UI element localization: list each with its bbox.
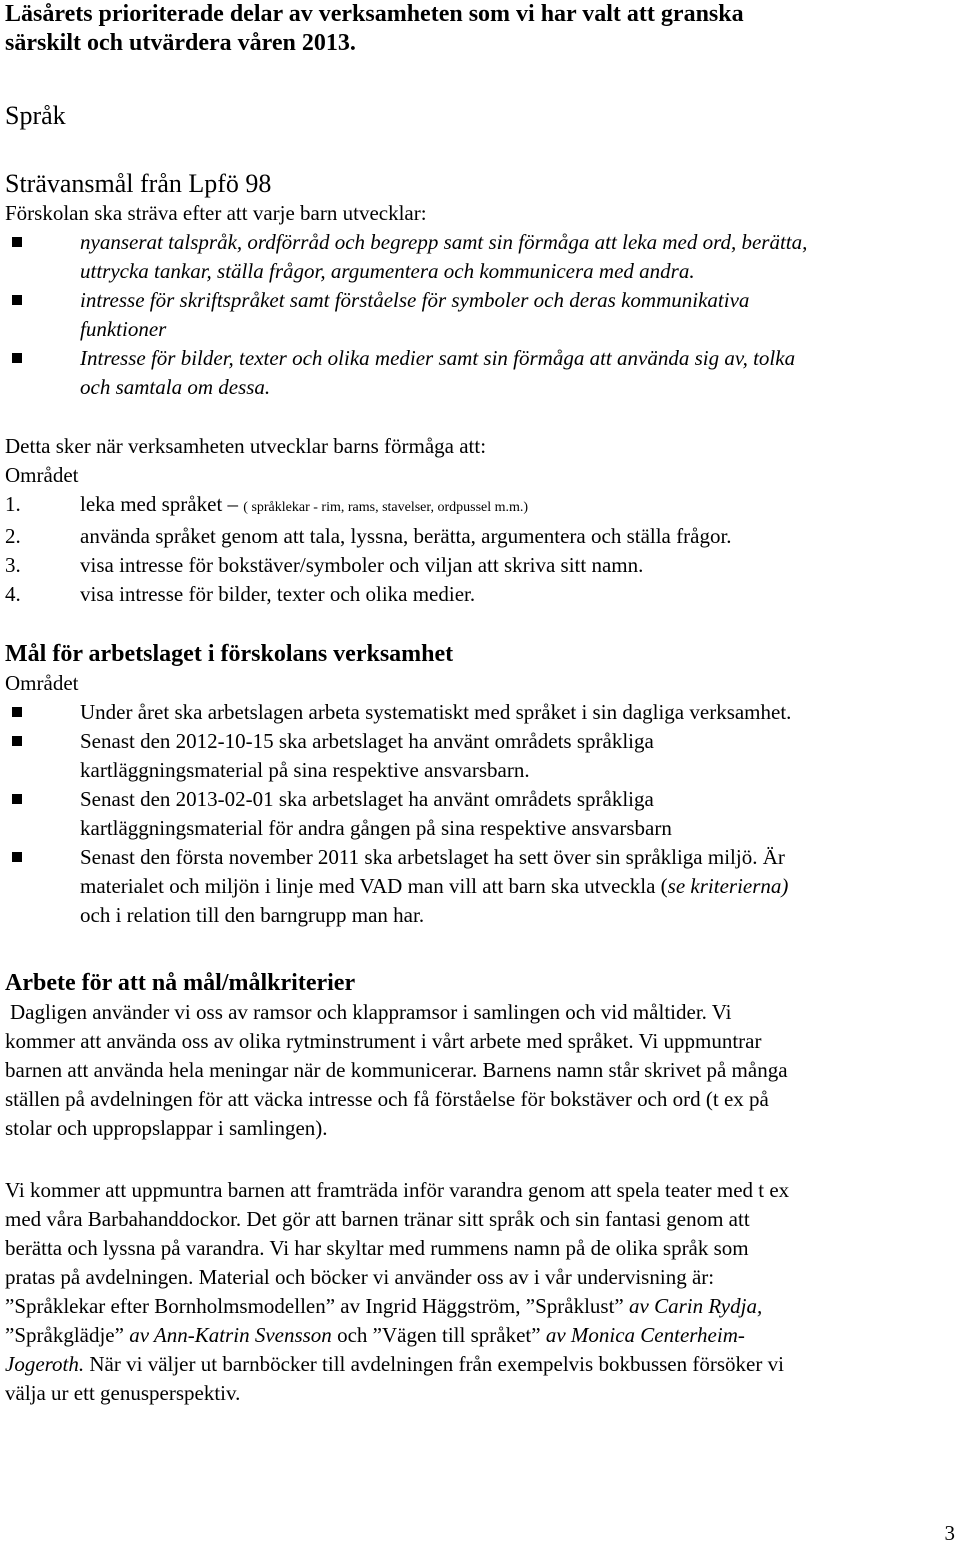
arbete-paragraph-2: Vi kommer att uppmuntra barnen att framträda inför varandra genom att spela teater med t ex med våra Barbahanddockor. Det gör att barnen tränar sitt språk och sin fantasi genom att berätta och lyssna på varandra. Vi har skyltar med rummens namn på de olika språk som pratas på avdelningen. Material och böcker vi använder oss av i vår undervisning är: ”Språklekar efter Bornholmsmodellen” av Ingrid Häggström, ”Språklust” av Carin Rydja, ”Språkglädje” av Ann-Katrin Svensson och ”Vägen till språket” av Monica Centerheim- Jogeroth. När vi väljer ut barnböcker till avdelningen från exempelvis bokbussen försöker vi välja ur ett genusperspektiv. bbox=[5, 1178, 790, 1405]
stravansmal-list bbox=[5, 228, 955, 402]
page-number: 3 bbox=[944, 1521, 955, 1545]
detta-intro: Detta sker när verksamheten utvecklar barns förmåga att: bbox=[5, 434, 487, 458]
heading-line-2: särskilt och utvärdera våren 2013. bbox=[5, 30, 356, 56]
square-bullet-icon bbox=[12, 707, 22, 717]
detta-section bbox=[5, 432, 955, 609]
square-bullet-icon bbox=[12, 794, 22, 804]
mal-list bbox=[5, 698, 955, 930]
stravansmal-title: Strävansmål från Lpfö 98 bbox=[5, 169, 272, 198]
list-item: nyanserat talspråk, ordförråd och begrepp samt sin förmåga att leka med ord, berätta, uttrycka tankar, ställa frågor, argumentera och kommunicera med andra. bbox=[5, 228, 955, 286]
area-label: Området bbox=[5, 671, 79, 695]
list-item: Senast den första november 2011 ska arbetslaget ha sett över sin språkliga miljö. Är materialet och miljön i linje med VAD man vill att barn ska utveckla (se kriterierna) och i relation till den barngrupp man har. bbox=[5, 843, 955, 930]
square-bullet-icon bbox=[12, 736, 22, 746]
list-item: 3. visa intresse för bokstäver/symboler och viljan att skriva sitt namn. bbox=[5, 553, 644, 577]
list-item: Senast den 2012-10-15 ska arbetslaget ha använt områdets språkliga kartläggningsmaterial på sina respektive ansvarsbarn. bbox=[5, 727, 955, 785]
square-bullet-icon bbox=[12, 295, 22, 305]
section-title-sprak: Språk bbox=[5, 101, 66, 130]
square-bullet-icon bbox=[12, 237, 22, 247]
detta-numbered-list bbox=[5, 490, 955, 609]
arbete-title: Arbete för att nå mål/målkriterier bbox=[5, 970, 356, 996]
stravansmal-section bbox=[5, 168, 955, 402]
heading-line-1: Läsårets prioriterade delar av verksamheten som vi har valt att granska bbox=[5, 1, 744, 27]
list-item: Intresse för bilder, texter och olika medier samt sin förmåga att använda sig av, tolka och samtala om dessa. bbox=[5, 344, 955, 402]
area-label: Området bbox=[5, 463, 79, 487]
stravansmal-intro: Förskolan ska sträva efter att varje barn utvecklar: bbox=[5, 201, 427, 225]
document-heading bbox=[5, 0, 955, 58]
list-item: 1. leka med språket – ( språklekar - rim, rams, stavelser, ordpussel m.m.) bbox=[5, 492, 529, 516]
arbete-paragraph-1: Dagligen använder vi oss av ramsor och klappramsor i samlingen och vid måltider. Vi kommer att använda oss av olika rytminstrument i vårt arbete med språket. Vi uppmuntrar barnen att använda hela meningar när de kommunicerar. Barnens namn står skrivet på många ställen på avdelningen för att väcka intresse och få förståelse för bokstäver och ord (t ex på stolar och uppropslappar i samlingen). bbox=[5, 1000, 788, 1140]
square-bullet-icon bbox=[12, 852, 22, 862]
square-bullet-icon bbox=[12, 353, 22, 363]
list-item: 2. använda språket genom att tala, lyssna, berätta, argumentera och ställa frågor. bbox=[5, 524, 732, 548]
arbete-section bbox=[5, 968, 955, 1143]
mal-section bbox=[5, 639, 955, 930]
list-item: 4. visa intresse för bilder, texter och olika medier. bbox=[5, 582, 476, 606]
mal-title: Mål för arbetslaget i förskolans verksamhet bbox=[5, 641, 454, 667]
list-item: Under året ska arbetslagen arbeta systematiskt med språket i sin dagliga verksamhet. bbox=[5, 698, 955, 727]
list-item: Senast den 2013-02-01 ska arbetslaget ha använt områdets språkliga kartläggningsmaterial för andra gången på sina respektive ansvarsbarn bbox=[5, 785, 955, 843]
list-item: intresse för skriftspråket samt förståelse för symboler och deras kommunikativa funktioner bbox=[5, 286, 955, 344]
